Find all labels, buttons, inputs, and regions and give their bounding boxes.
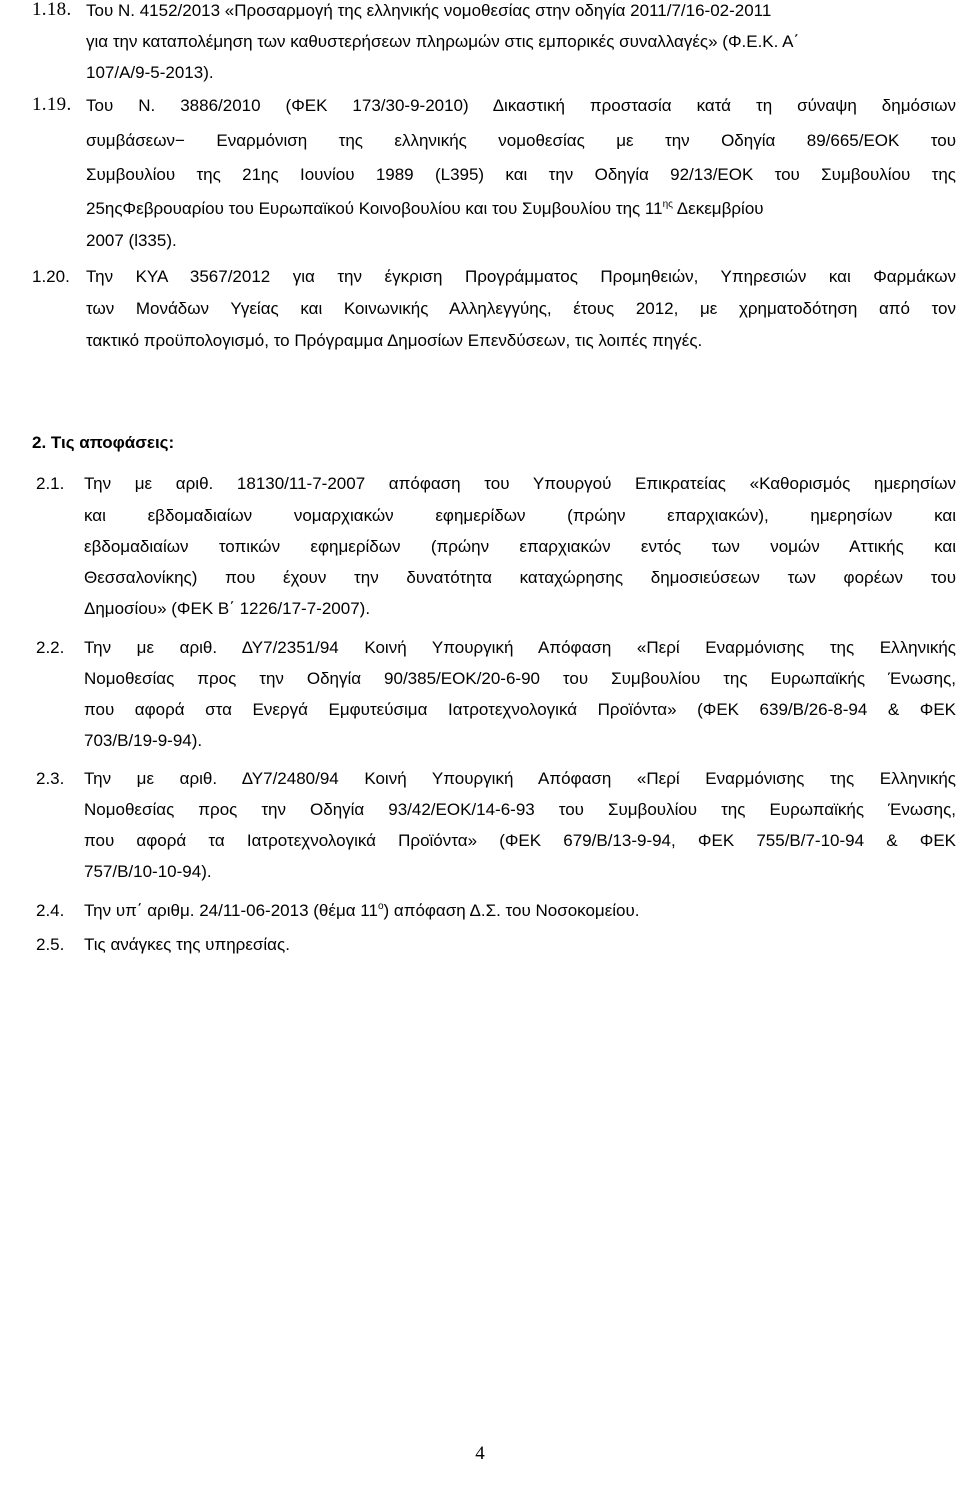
item-2-1-line: εβδομαδιαίων τοπικών εφημερίδων (πρώην επαρχιακών εντός των νομών Αττικής και bbox=[84, 537, 956, 556]
item-2-1-line: Θεσσαλονίκης) που έχουν την δυνατότητα καταχώρησης δημοσιεύσεων των φορέων του bbox=[84, 568, 956, 587]
item-2-2-line: Νομοθεσίας προς την Οδηγία 90/385/ΕΟΚ/20-6-90 του Συμβουλίου της Ευρωπαϊκής Ένωσης, bbox=[84, 669, 956, 688]
item-2-3-line: Την με αριθ. ΔΥ7/2480/94 Κοινή Υπουργική Απόφαση «Περί Εναρμόνισης της Ελληνικής bbox=[84, 769, 956, 788]
item-number-1-18: 1.18. bbox=[32, 0, 72, 20]
item-2-1-line: Δημοσίου» (ΦΕΚ Β΄ 1226/17-7-2007). bbox=[84, 599, 371, 618]
item-number-2-3: 2.3. bbox=[36, 769, 65, 788]
item-1-20-line: Την ΚΥΑ 3567/2012 για την έγκριση Προγράμματος Προμηθειών, Υπηρεσιών και Φαρμάκων bbox=[86, 267, 956, 286]
superscript: ο bbox=[377, 901, 384, 912]
item-2-1-line: Την με αριθ. 18130/11-7-2007 απόφαση του Υπουργού Επικρατείας «Καθορισμός ημερησίων bbox=[84, 474, 956, 493]
item-1-19-line: συμβάσεων− Εναρμόνιση της ελληνικής νομοθεσίας με την Οδηγία 89/665/ΕΟΚ του bbox=[86, 131, 956, 150]
item-number-1-20: 1.20. bbox=[32, 267, 70, 286]
item-number-2-4: 2.4. bbox=[36, 901, 65, 920]
item-2-2-line: Την με αριθ. ΔΥ7/2351/94 Κοινή Υπουργική Απόφαση «Περί Εναρμόνισης της Ελληνικής bbox=[84, 638, 956, 657]
item-1-19-line bbox=[86, 198, 764, 220]
item-2-4-line bbox=[84, 900, 640, 922]
item-1-18-line: για την καταπολέμηση των καθυστερήσεων πληρωμών στις εμπορικές συναλλαγές» (Φ.Ε.Κ. Α΄ bbox=[86, 32, 800, 51]
item-2-1-line: και εβδομαδιαίων νομαρχιακών εφημερίδων (πρώην επαρχιακών), ημερησίων και bbox=[84, 506, 956, 525]
item-2-2-line: που αφορά στα Ενεργά Εμφυτεύσιμα Ιατροτεχνολογικά Προϊόντα» (ΦΕΚ 639/Β/26-8-94 & ΦΕΚ bbox=[84, 700, 956, 719]
item-2-3-line: 757/Β/10-10-94). bbox=[84, 862, 212, 881]
item-1-18-line: Του Ν. 4152/2013 «Προσαρμογή της ελληνικής νομοθεσίας στην οδηγία 2011/7/16-02-2011 bbox=[86, 1, 772, 20]
item-number-2-1: 2.1. bbox=[36, 474, 65, 493]
item-2-3-line: που αφορά τα Ιατροτεχνολογικά Προϊόντα» (ΦΕΚ 679/Β/13-9-94, ΦΕΚ 755/Β/7-10-94 & ΦΕΚ bbox=[84, 831, 956, 850]
item-1-20-line: τακτικό προϋπολογισμό, το Πρόγραμμα Δημοσίων Επενδύσεων, τις λοιπές πηγές. bbox=[86, 331, 703, 350]
item-1-19-text: Δεκεμβρίου bbox=[676, 199, 764, 218]
item-2-2-line: 703/Β/19-9-94). bbox=[84, 731, 203, 750]
item-2-4-text: Την υπ΄ αριθμ. 24/11-06-2013 (θέμα 11 bbox=[84, 901, 378, 920]
item-number-2-5: 2.5. bbox=[36, 935, 65, 954]
item-2-3-line: Νομοθεσίας προς την Οδηγία 93/42/ΕΟΚ/14-6-93 του Συμβουλίου της Ευρωπαϊκής Ένωσης, bbox=[84, 800, 956, 819]
item-2-5-line: Τις ανάγκες της υπηρεσίας. bbox=[84, 935, 290, 954]
item-1-19-line: Του Ν. 3886/2010 (ΦΕΚ 173/30-9-2010) Δικαστική προστασία κατά τη σύναψη δημόσιων bbox=[86, 96, 956, 115]
item-number-2-2: 2.2. bbox=[36, 638, 65, 657]
item-1-20-line: των Μονάδων Υγείας και Κοινωνικής Αλληλεγγύης, έτους 2012, με χρηματοδότηση από τον bbox=[86, 299, 956, 318]
section-heading: 2. Τις αποφάσεις: bbox=[32, 433, 175, 452]
page-number: 4 bbox=[475, 1443, 485, 1464]
item-1-19-line: Συμβουλίου της 21ης Ιουνίου 1989 (L395) και την Οδηγία 92/13/ΕΟΚ του Συμβουλίου της bbox=[86, 165, 956, 184]
item-1-19-text: 25ηςΦεβρουαρίου του Ευρωπαϊκού Κοινοβουλίου και του Συμβουλίου της 11 bbox=[86, 199, 663, 218]
superscript: ης bbox=[662, 199, 673, 210]
item-1-19-line: 2007 (l335). bbox=[86, 231, 177, 250]
item-number-1-19: 1.19. bbox=[32, 94, 72, 115]
item-1-18-line: 107/Α/9-5-2013). bbox=[86, 63, 214, 82]
item-2-4-text: ) απόφαση Δ.Σ. του Νοσοκομείου. bbox=[383, 901, 640, 920]
